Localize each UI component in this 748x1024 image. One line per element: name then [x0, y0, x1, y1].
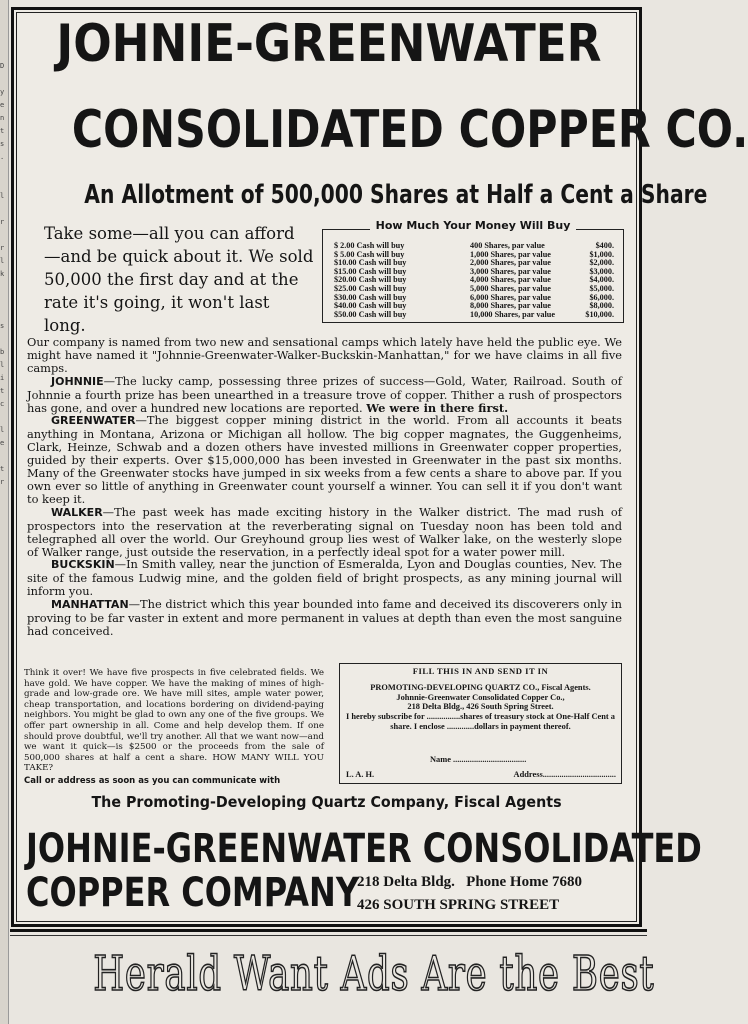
shares-amount: 10,000 Shares, par value: [470, 309, 555, 319]
cash-amount: $20.00 Cash will buy: [334, 275, 407, 285]
manhattan-paragraph: [27, 598, 622, 638]
cash-amount: $50.00 Cash will buy: [334, 309, 407, 319]
pitch-text: Take some—all you can afford —and be quick about it. We sold 50,000 the first day and at the rate it's going, it won't last long.: [44, 224, 314, 335]
par-value: $3,000.: [589, 266, 614, 276]
headline-line-2: CONSOLIDATED COPPER CO.: [71, 100, 748, 160]
coupon-address-field: Address...................................: [513, 770, 616, 779]
cash-amount: $10.00 Cash will buy: [334, 258, 407, 268]
money-table: [334, 242, 614, 319]
shares-amount: 400 Shares, par value: [470, 241, 545, 250]
par-value: $5,000.: [589, 283, 614, 293]
intro-paragraph: Our company is named from two new and sensational camps which lately have held the public eye. We might have named it "Johnnie-Greenwater-Walker-Buckskin-Manhattan," for we have claims in all five camps.: [27, 335, 622, 375]
order-coupon: [344, 667, 617, 732]
shares-amount: 2,000 Shares, par value: [470, 258, 551, 268]
johnnie-text: —The lucky camp, possessing three prizes of success—Gold, Water, Railroad. South of Johnnie a fourth prize has been unearthed in a treasure trove of copper. Thither a rush of prospectors has gone, and over a hundred new locations are reported.: [27, 373, 622, 415]
coupon-initials: L. A. H.: [346, 770, 375, 779]
greenwater-keyword: GREENWATER: [51, 414, 136, 428]
coupon-header: FILL THIS IN AND SEND IT IN: [412, 666, 549, 676]
walker-text: —The past week has made exciting history in the Walker district. The mad rush of prospectors into the reservation at the reverberating signal on Tuesday noon has been told and telegraphed all over the world. Our Greyhound group lies west of Walker lake, on the westerly slope of Walker range, just outside the reservation, in a perfectly ideal spot for a water power mill.: [27, 504, 622, 559]
johnnie-emphasis: We were in there first.: [366, 400, 509, 415]
cash-amount: $40.00 Cash will buy: [334, 301, 407, 311]
fiscal-agents-line: The Promoting-Developing Quartz Company, Fiscal Agents: [91, 793, 562, 811]
greenwater-text: —The biggest copper mining district in the world. From all accounts it beats anything in Montana, Arizona or Michigan all hollow. The big copper magnates, the Guggenheims, Clark, Heinze, Schwab and a dozen others have invested millions in Greenwater copper properties, guided by their experts. Over $15,000,000 has been invested in Greenwater in the past six months. Many of the Greenwater stocks have jumped in six weeks from a few cents a share to above par. If you own ever so little of anything in Greenwater count yourself a winner. You can sell it if you don't want to keep it.: [27, 413, 622, 506]
cash-amount: $25.00 Cash will buy: [334, 283, 407, 293]
buckskin-text: —In Smith valley, near the junction of Esmeralda, Lyon and Douglas counties, Nev. The site of the famous Ludwig mine, and the golden field of bright prospects, as any mining journal will inform you.: [27, 557, 622, 599]
coupon-address-row: [346, 770, 616, 779]
page-rule-thin: [10, 935, 647, 936]
money-table-row: [334, 311, 614, 320]
headline-line-1: JOHNIE-GREENWATER: [56, 14, 602, 74]
footer-company-line-2: COPPER COMPANY: [26, 870, 359, 916]
coupon-address: 218 Delta Bldg., 426 South Spring Street.: [407, 702, 554, 712]
shares-amount: 8,000 Shares, par value: [470, 301, 551, 311]
walker-keyword: WALKER: [51, 505, 103, 519]
shares-amount: 3,000 Shares, par value: [470, 266, 551, 276]
par-value: $400.: [595, 241, 614, 250]
herald-want-ads-banner: Herald Want Ads Are the Best: [93, 946, 655, 1002]
cash-amount: $ 2.00 Cash will buy: [334, 241, 405, 250]
think-it-over-text: Think it over! We have five prospects in five celebrated fields. We have gold. We have copper. We have the making of mines of high-grade and low-grade ore. We have mill sites, ample water power, cheap transportation, and locations bordering on dividend-paying neighbors. You might be glad to own any one of the five groups. We offer part ownership in all. Come and help develop them. If one should prove doubtful, we'll try another. All that we want now—and we want it quick—is $2500 or the proceeds from the sale of 500,000 shares at half a cent a share. HOW MANY WILL YOU TAKE?: [24, 668, 324, 774]
subheadline: An Allotment of 500,000 Shares at Half a Cent a Share: [84, 180, 708, 210]
par-value: $2,000.: [589, 258, 614, 268]
par-value: $10,000.: [585, 309, 614, 319]
par-value: $1,000.: [589, 249, 614, 259]
gutter-text-fragments: D y e n t s . l r r l k s b l i t c l e t r: [0, 62, 5, 486]
money-table-title-text: How Much Your Money Will Buy: [370, 219, 577, 232]
shares-amount: 4,000 Shares, par value: [470, 275, 551, 285]
greenwater-paragraph: [27, 414, 622, 505]
footer-address-phone: 218 Delta Bldg. Phone Home 7680: [357, 874, 582, 890]
page-rule-thick: [10, 929, 647, 932]
article-body: [27, 336, 622, 638]
buckskin-paragraph: [27, 558, 622, 598]
par-value: $4,000.: [589, 275, 614, 285]
shares-amount: 6,000 Shares, par value: [470, 292, 551, 302]
manhattan-text: —The district which this year bounded into fame and deceived its discoverers only in proving to be far vaster in extent and more permanent in values at depth than even the most sanguine had conceived.: [27, 597, 622, 638]
footer-street-address: 426 SOUTH SPRING STREET: [357, 897, 560, 913]
footer-company-line-1: JOHNIE-GREENWATER CONSOLIDATED: [26, 826, 702, 872]
coupon-name-field: Name ...................................: [430, 755, 527, 764]
johnnie-paragraph: [27, 375, 622, 415]
shares-amount: 5,000 Shares, par value: [470, 283, 551, 293]
cash-amount: $15.00 Cash will buy: [334, 266, 407, 276]
par-value: $8,000.: [589, 301, 614, 311]
johnnie-keyword: JOHNNIE: [51, 374, 104, 388]
cash-amount: $30.00 Cash will buy: [334, 292, 407, 302]
walker-paragraph: [27, 506, 622, 559]
buckskin-keyword: BUCKSKIN: [51, 558, 115, 572]
coupon-to-line: PROMOTING-DEVELOPING QUARTZ CO., Fiscal Agents.: [370, 682, 591, 692]
manhattan-keyword: MANHATTAN: [51, 598, 129, 612]
par-value: $6,000.: [589, 292, 614, 302]
shares-amount: 1,000 Shares, par value: [470, 249, 551, 259]
call-or-address-text: Call or address as soon as you can communicate with: [24, 776, 281, 786]
money-table-title: [322, 219, 624, 232]
coupon-subscribe: I hereby subscribe for ................shares of treasury stock at One-Half Cent a share. I enclose .............dollars in payment thereof.: [346, 712, 615, 731]
cash-amount: $ 5.00 Cash will buy: [334, 249, 405, 259]
coupon-company: Johnnie-Greenwater Consolidated Copper Co.,: [396, 692, 565, 702]
